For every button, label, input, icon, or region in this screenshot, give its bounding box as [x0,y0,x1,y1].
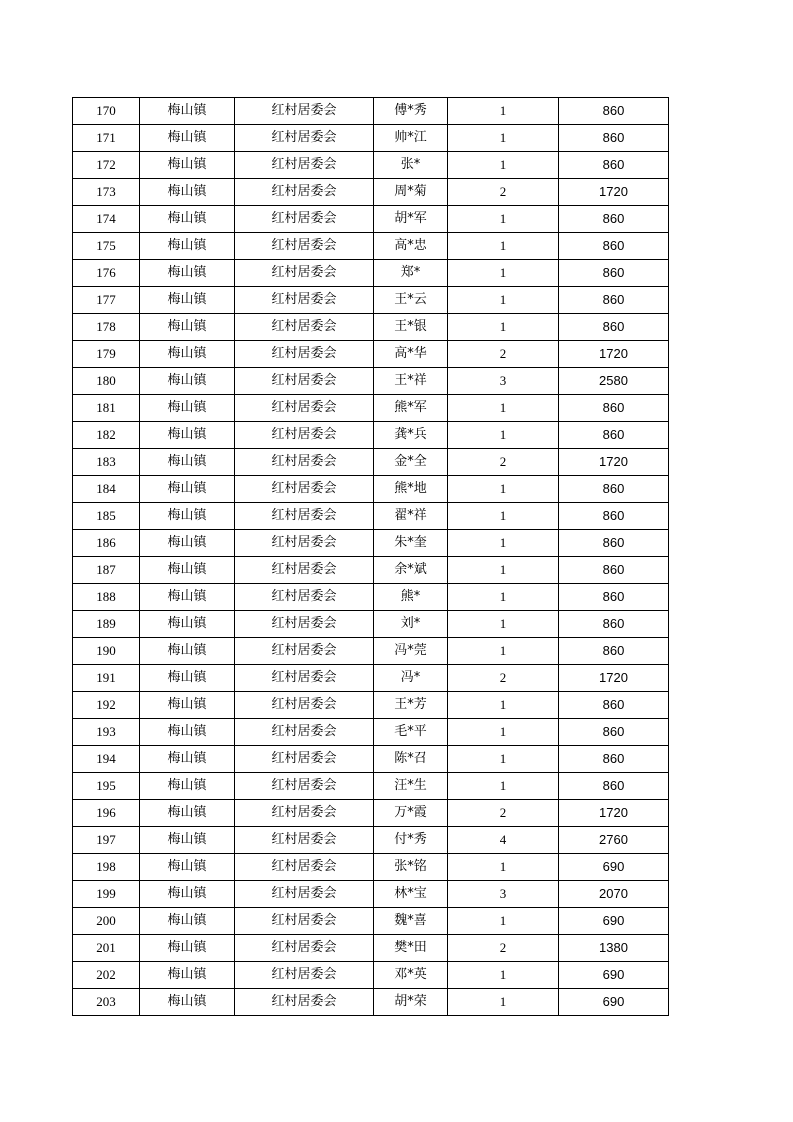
cell-serial-number: 183 [73,449,140,476]
cell-committee: 红村居委会 [235,125,374,152]
cell-count: 1 [448,557,559,584]
table-row [73,422,669,449]
cell-serial-number: 197 [73,827,140,854]
table-row [73,287,669,314]
cell-town: 梅山镇 [140,260,235,287]
cell-town: 梅山镇 [140,233,235,260]
cell-amount: 690 [559,962,669,989]
cell-amount: 690 [559,854,669,881]
cell-serial-number: 170 [73,98,140,125]
document-page [72,97,668,1016]
cell-serial-number: 172 [73,152,140,179]
cell-committee: 红村居委会 [235,935,374,962]
table-row [73,449,669,476]
cell-amount: 860 [559,584,669,611]
cell-name: 张* [374,152,448,179]
cell-count: 4 [448,827,559,854]
cell-town: 梅山镇 [140,530,235,557]
table-row [73,260,669,287]
cell-name: 王*云 [374,287,448,314]
cell-town: 梅山镇 [140,773,235,800]
table-row [73,881,669,908]
cell-amount: 1380 [559,935,669,962]
cell-committee: 红村居委会 [235,584,374,611]
cell-town: 梅山镇 [140,989,235,1016]
cell-count: 1 [448,908,559,935]
cell-committee: 红村居委会 [235,98,374,125]
cell-name: 刘* [374,611,448,638]
table-row [73,179,669,206]
cell-committee: 红村居委会 [235,206,374,233]
cell-serial-number: 173 [73,179,140,206]
cell-serial-number: 198 [73,854,140,881]
cell-count: 1 [448,854,559,881]
cell-committee: 红村居委会 [235,314,374,341]
cell-town: 梅山镇 [140,719,235,746]
cell-town: 梅山镇 [140,800,235,827]
cell-count: 1 [448,314,559,341]
cell-count: 1 [448,638,559,665]
cell-committee: 红村居委会 [235,692,374,719]
cell-count: 1 [448,152,559,179]
cell-name: 林*宝 [374,881,448,908]
cell-count: 1 [448,719,559,746]
cell-name: 冯* [374,665,448,692]
table-row [73,152,669,179]
cell-name: 熊* [374,584,448,611]
cell-serial-number: 180 [73,368,140,395]
table-row [73,692,669,719]
cell-amount: 860 [559,611,669,638]
cell-committee: 红村居委会 [235,179,374,206]
cell-amount: 1720 [559,449,669,476]
cell-town: 梅山镇 [140,287,235,314]
cell-amount: 860 [559,125,669,152]
cell-committee: 红村居委会 [235,611,374,638]
table-body [73,98,669,1016]
cell-amount: 860 [559,206,669,233]
cell-name: 余*斌 [374,557,448,584]
cell-committee: 红村居委会 [235,476,374,503]
cell-committee: 红村居委会 [235,449,374,476]
cell-amount: 860 [559,503,669,530]
cell-town: 梅山镇 [140,584,235,611]
cell-committee: 红村居委会 [235,260,374,287]
cell-count: 1 [448,395,559,422]
cell-amount: 2760 [559,827,669,854]
cell-name: 傅*秀 [374,98,448,125]
cell-town: 梅山镇 [140,611,235,638]
cell-committee: 红村居委会 [235,665,374,692]
cell-count: 1 [448,260,559,287]
cell-count: 1 [448,125,559,152]
cell-serial-number: 181 [73,395,140,422]
cell-serial-number: 186 [73,530,140,557]
cell-name: 汪*生 [374,773,448,800]
table-row [73,827,669,854]
cell-town: 梅山镇 [140,962,235,989]
cell-committee: 红村居委会 [235,368,374,395]
cell-committee: 红村居委会 [235,908,374,935]
cell-count: 2 [448,800,559,827]
cell-name: 熊*地 [374,476,448,503]
cell-name: 翟*祥 [374,503,448,530]
cell-serial-number: 177 [73,287,140,314]
cell-serial-number: 189 [73,611,140,638]
cell-committee: 红村居委会 [235,800,374,827]
table-row [73,233,669,260]
data-table [72,97,669,1016]
cell-count: 1 [448,773,559,800]
table-row [73,557,669,584]
cell-count: 1 [448,611,559,638]
table-row [73,611,669,638]
cell-committee: 红村居委会 [235,341,374,368]
cell-amount: 860 [559,314,669,341]
cell-name: 王*芳 [374,692,448,719]
cell-amount: 860 [559,152,669,179]
cell-count: 1 [448,584,559,611]
cell-town: 梅山镇 [140,395,235,422]
table-row [73,530,669,557]
cell-amount: 2070 [559,881,669,908]
cell-name: 金*全 [374,449,448,476]
cell-town: 梅山镇 [140,665,235,692]
cell-committee: 红村居委会 [235,989,374,1016]
cell-committee: 红村居委会 [235,827,374,854]
cell-serial-number: 174 [73,206,140,233]
cell-serial-number: 184 [73,476,140,503]
cell-name: 郑* [374,260,448,287]
table-row [73,935,669,962]
cell-town: 梅山镇 [140,854,235,881]
cell-town: 梅山镇 [140,206,235,233]
table-row [73,638,669,665]
cell-count: 3 [448,368,559,395]
cell-town: 梅山镇 [140,179,235,206]
cell-committee: 红村居委会 [235,773,374,800]
table-row [73,665,669,692]
cell-serial-number: 182 [73,422,140,449]
table-row [73,476,669,503]
cell-town: 梅山镇 [140,827,235,854]
cell-count: 1 [448,206,559,233]
cell-town: 梅山镇 [140,125,235,152]
cell-town: 梅山镇 [140,341,235,368]
cell-count: 1 [448,233,559,260]
cell-serial-number: 199 [73,881,140,908]
cell-committee: 红村居委会 [235,854,374,881]
cell-serial-number: 176 [73,260,140,287]
cell-serial-number: 200 [73,908,140,935]
cell-serial-number: 187 [73,557,140,584]
cell-serial-number: 203 [73,989,140,1016]
cell-town: 梅山镇 [140,935,235,962]
cell-amount: 860 [559,719,669,746]
cell-amount: 690 [559,908,669,935]
cell-committee: 红村居委会 [235,719,374,746]
cell-committee: 红村居委会 [235,746,374,773]
cell-committee: 红村居委会 [235,881,374,908]
table-row [73,989,669,1016]
cell-count: 3 [448,881,559,908]
table-row [73,584,669,611]
cell-name: 邓*英 [374,962,448,989]
cell-committee: 红村居委会 [235,962,374,989]
cell-committee: 红村居委会 [235,638,374,665]
cell-serial-number: 178 [73,314,140,341]
cell-amount: 860 [559,476,669,503]
cell-name: 王*祥 [374,368,448,395]
cell-amount: 860 [559,395,669,422]
cell-name: 熊*军 [374,395,448,422]
cell-amount: 860 [559,773,669,800]
table-row [73,98,669,125]
table-row [73,503,669,530]
cell-amount: 860 [559,638,669,665]
cell-name: 魏*喜 [374,908,448,935]
cell-name: 胡*荣 [374,989,448,1016]
cell-town: 梅山镇 [140,503,235,530]
table-row [73,125,669,152]
cell-count: 1 [448,422,559,449]
cell-committee: 红村居委会 [235,530,374,557]
cell-name: 朱*奎 [374,530,448,557]
cell-amount: 1720 [559,179,669,206]
cell-serial-number: 185 [73,503,140,530]
table-row [73,395,669,422]
table-row [73,773,669,800]
table-row [73,719,669,746]
cell-town: 梅山镇 [140,449,235,476]
table-row [73,368,669,395]
table-row [73,746,669,773]
cell-count: 2 [448,449,559,476]
cell-serial-number: 201 [73,935,140,962]
cell-count: 2 [448,179,559,206]
cell-count: 1 [448,962,559,989]
cell-name: 陈*召 [374,746,448,773]
cell-serial-number: 196 [73,800,140,827]
cell-count: 1 [448,746,559,773]
cell-serial-number: 188 [73,584,140,611]
cell-committee: 红村居委会 [235,557,374,584]
cell-serial-number: 171 [73,125,140,152]
cell-serial-number: 193 [73,719,140,746]
cell-name: 樊*田 [374,935,448,962]
cell-count: 2 [448,665,559,692]
cell-town: 梅山镇 [140,557,235,584]
cell-count: 2 [448,341,559,368]
cell-amount: 860 [559,287,669,314]
cell-serial-number: 179 [73,341,140,368]
cell-amount: 860 [559,746,669,773]
cell-town: 梅山镇 [140,422,235,449]
cell-amount: 1720 [559,665,669,692]
cell-serial-number: 191 [73,665,140,692]
cell-town: 梅山镇 [140,638,235,665]
cell-serial-number: 202 [73,962,140,989]
cell-count: 1 [448,989,559,1016]
cell-name: 帅*江 [374,125,448,152]
cell-amount: 860 [559,692,669,719]
table-row [73,314,669,341]
cell-committee: 红村居委会 [235,152,374,179]
cell-committee: 红村居委会 [235,287,374,314]
cell-town: 梅山镇 [140,368,235,395]
table-row [73,854,669,881]
cell-town: 梅山镇 [140,152,235,179]
cell-count: 1 [448,692,559,719]
cell-name: 毛*平 [374,719,448,746]
cell-name: 周*菊 [374,179,448,206]
cell-amount: 860 [559,530,669,557]
cell-town: 梅山镇 [140,476,235,503]
cell-amount: 860 [559,422,669,449]
cell-committee: 红村居委会 [235,395,374,422]
cell-count: 1 [448,530,559,557]
cell-name: 冯*莞 [374,638,448,665]
cell-name: 王*银 [374,314,448,341]
cell-count: 2 [448,935,559,962]
cell-amount: 1720 [559,341,669,368]
cell-amount: 690 [559,989,669,1016]
cell-town: 梅山镇 [140,881,235,908]
cell-name: 龚*兵 [374,422,448,449]
cell-name: 万*霞 [374,800,448,827]
cell-committee: 红村居委会 [235,233,374,260]
cell-name: 付*秀 [374,827,448,854]
cell-name: 张*铭 [374,854,448,881]
cell-amount: 860 [559,98,669,125]
cell-amount: 2580 [559,368,669,395]
cell-committee: 红村居委会 [235,422,374,449]
cell-amount: 1720 [559,800,669,827]
cell-amount: 860 [559,557,669,584]
cell-serial-number: 190 [73,638,140,665]
cell-serial-number: 194 [73,746,140,773]
table-row [73,962,669,989]
cell-amount: 860 [559,233,669,260]
cell-count: 1 [448,98,559,125]
cell-committee: 红村居委会 [235,503,374,530]
table-row [73,908,669,935]
cell-name: 高*华 [374,341,448,368]
cell-name: 高*忠 [374,233,448,260]
cell-town: 梅山镇 [140,98,235,125]
cell-amount: 860 [559,260,669,287]
cell-name: 胡*军 [374,206,448,233]
cell-town: 梅山镇 [140,692,235,719]
cell-serial-number: 195 [73,773,140,800]
table-row [73,341,669,368]
cell-town: 梅山镇 [140,908,235,935]
table-row [73,800,669,827]
cell-count: 1 [448,287,559,314]
cell-serial-number: 175 [73,233,140,260]
table-row [73,206,669,233]
cell-town: 梅山镇 [140,314,235,341]
cell-count: 1 [448,476,559,503]
cell-count: 1 [448,503,559,530]
cell-serial-number: 192 [73,692,140,719]
cell-town: 梅山镇 [140,746,235,773]
